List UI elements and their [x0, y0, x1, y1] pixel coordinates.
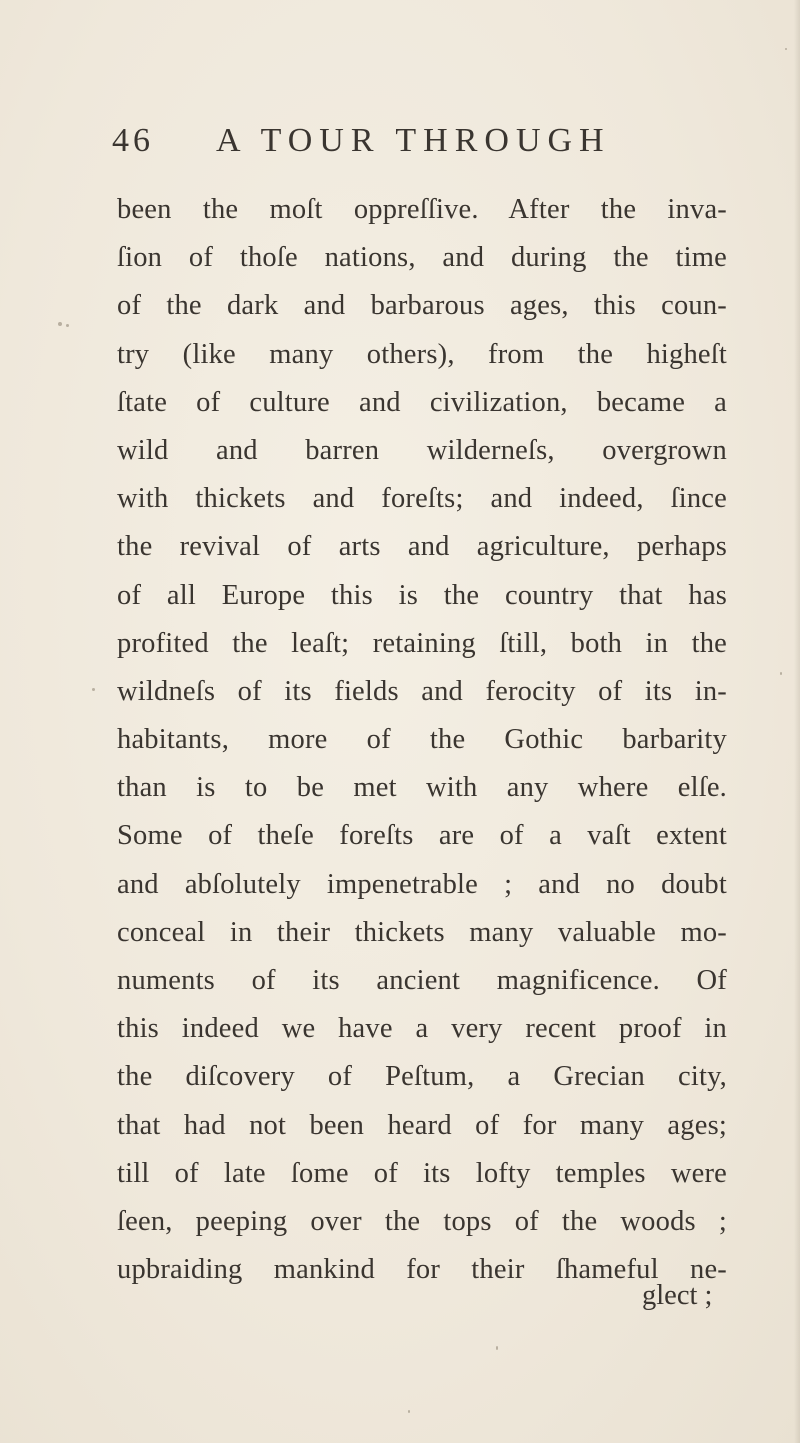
text-line: numents of its ancient magnificence. Of	[117, 965, 727, 996]
text-line: upbraiding mankind for their ſhameful ne-	[117, 1254, 727, 1286]
paper-speck	[92, 688, 95, 691]
text-line: ſtate of culture and civilization, became a	[117, 386, 727, 418]
paper-speck	[785, 48, 787, 50]
text-line: profited the leaſt; retaining ſtill, both in the	[117, 627, 727, 659]
text-line: conceal in their thickets many valuable mo-	[117, 916, 727, 948]
running-title: A TOUR THROUGH	[216, 122, 611, 159]
text-line: ſeen, peeping over the tops of the woods ;	[117, 1205, 727, 1237]
paper-speck	[780, 672, 782, 675]
paper-speck	[408, 1410, 410, 1413]
catchword: glect ;	[642, 1280, 713, 1311]
text-line: and abſolutely impenetrable ; and no doubt	[117, 868, 727, 900]
text-line: habitants, more of the Gothic barbarity	[117, 724, 727, 756]
paper-speck	[58, 322, 62, 326]
paper-speck	[66, 324, 69, 327]
text-line: Some of theſe foreſts are of a vaſt extent	[117, 820, 727, 852]
page-header	[112, 122, 752, 172]
text-line: wildneſs of its fields and ferocity of its in-	[117, 675, 727, 707]
text-line: been the moſt oppreſſive. After the inva-	[117, 194, 727, 225]
paper-speck	[496, 1346, 498, 1350]
page-edge-shadow	[794, 0, 800, 1443]
text-line: this indeed we have a very recent proof in	[117, 1013, 727, 1045]
text-line: than is to be met with any where elſe.	[117, 772, 727, 804]
text-line: with thickets and foreſts; and indeed, ſince	[117, 483, 727, 515]
text-line: ſion of thoſe nations, and during the time	[117, 242, 727, 274]
text-line: till of late ſome of its lofty temples were	[117, 1157, 727, 1189]
text-line: the revival of arts and agriculture, perhaps	[117, 531, 727, 563]
page-number: 46	[112, 122, 154, 159]
text-line: wild and barren wilderneſs, overgrown	[117, 434, 727, 466]
body-text	[117, 186, 727, 1294]
text-line: of all Europe this is the country that has	[117, 579, 727, 611]
text-line: the diſcovery of Peſtum, a Grecian city,	[117, 1061, 727, 1093]
text-line: of the dark and barbarous ages, this coun-	[117, 290, 727, 322]
text-line: try (like many others), from the higheſt	[117, 338, 727, 370]
text-line: that had not been heard of for many ages;	[117, 1109, 727, 1141]
